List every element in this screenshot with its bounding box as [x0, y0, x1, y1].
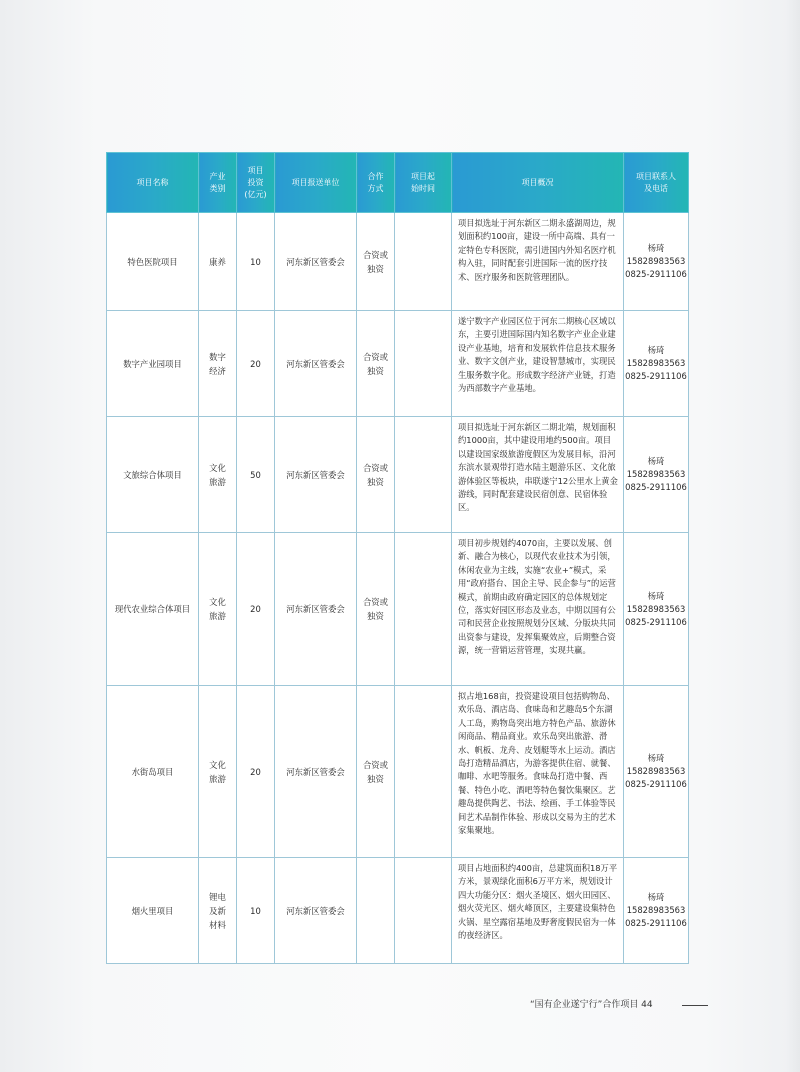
cell-contact: 杨琦 15828983563 0825-2911106: [624, 213, 689, 311]
cell-overview: 项目拟选址于河东新区二期永盛湖周边，规划面积约100亩，建设一所中高端、具有一定特色专科医院，需引进国内外知名医疗机构入驻，同时配套引进国际一流的医疗技术、医疗服务和医院管理团队。: [452, 213, 624, 311]
cell-project-name: 水街岛项目: [107, 686, 199, 858]
cell-industry: 数字 经济: [199, 311, 237, 417]
cell-reporting-unit: 河东新区管委会: [275, 858, 357, 964]
header-project-name: 项目名称: [107, 153, 199, 213]
header-contact: 项目联系人 及电话: [624, 153, 689, 213]
header-industry: 产业 类别: [199, 153, 237, 213]
table-row: [107, 858, 689, 964]
cell-project-name: 烟火里项目: [107, 858, 199, 964]
cell-start-time: [395, 213, 452, 311]
cell-overview: 拟占地168亩，投资建设项目包括购物岛、欢乐岛、酒店岛、食味岛和艺趣岛5个东湖人工岛，购物岛突出地方特色产品、旅游休闲商品、精品商业。欢乐岛突出旅游、滑水、帆板、龙舟、皮划艇等水上运动。酒店岛打造精品酒店，为游客提供住宿、就餐、咖啡、水吧等服务。食味岛打造中餐、西餐、特色小吃、酒吧等特色餐饮集聚区。艺趣岛提供陶艺、书法、绘画、手工体验等民间艺术品制作体验、形成以交易为主的艺术家集聚地。: [452, 686, 624, 858]
projects-table: [106, 152, 689, 964]
cell-start-time: [395, 311, 452, 417]
header-start-time: 项目起 始时间: [395, 153, 452, 213]
page-footer: [530, 997, 730, 1015]
cell-cooperation-mode: 合资或 独资: [357, 533, 395, 686]
table-row: [107, 686, 689, 858]
cell-cooperation-mode: 合资或 独资: [357, 686, 395, 858]
cell-investment: 10: [237, 858, 275, 964]
cell-reporting-unit: 河东新区管委会: [275, 686, 357, 858]
cell-start-time: [395, 686, 452, 858]
table-row: [107, 311, 689, 417]
cell-investment: 10: [237, 213, 275, 311]
cell-investment: 20: [237, 686, 275, 858]
cell-reporting-unit: 河东新区管委会: [275, 533, 357, 686]
header-overview: 项目概况: [452, 153, 624, 213]
header-investment: 项目 投资 (亿元): [237, 153, 275, 213]
cell-project-name: 特色医院项目: [107, 213, 199, 311]
cell-contact: 杨琦 15828983563 0825-2911106: [624, 858, 689, 964]
cell-contact: 杨琦 15828983563 0825-2911106: [624, 417, 689, 533]
cell-start-time: [395, 858, 452, 964]
cell-project-name: 文旅综合体项目: [107, 417, 199, 533]
cell-start-time: [395, 533, 452, 686]
header-cooperation-mode: 合作 方式: [357, 153, 395, 213]
cell-industry: 文化 旅游: [199, 686, 237, 858]
header-reporting-unit: 项目报送单位: [275, 153, 357, 213]
cell-industry: 文化 旅游: [199, 533, 237, 686]
table-row: [107, 213, 689, 311]
cell-overview: 项目拟选址于河东新区二期北端，规划面积约1000亩，其中建设用地约500亩。项目以建设国家级旅游度假区为发展目标，沿河东滨水景观带打造水陆主题游乐区、文化旅游体验区等板块，串联遂宁12公里水上黄金游线，同时配套建设民宿创意、民宿体验区。: [452, 417, 624, 533]
table-row: [107, 533, 689, 686]
cell-project-name: 数字产业园项目: [107, 311, 199, 417]
table-header-row: [107, 153, 689, 213]
footer-text: “国有企业遂宁行”合作项目 44: [530, 1000, 653, 1010]
cell-contact: 杨琦 15828983563 0825-2911106: [624, 533, 689, 686]
cell-start-time: [395, 417, 452, 533]
cell-contact: 杨琦 15828983563 0825-2911106: [624, 311, 689, 417]
cell-contact: 杨琦 15828983563 0825-2911106: [624, 686, 689, 858]
cell-overview: 项目占地面积约400亩，总建筑面积18万平方米，景观绿化面积6万平方米，规划设计四大功能分区：烟火圣境区、烟火田园区、烟火荧光区、烟火峰顶区，主要建设集特色火锅、星空露宿基地及野奢度假民宿为一体的夜经济区。: [452, 858, 624, 964]
table-row: [107, 417, 689, 533]
projects-table-container: [106, 152, 688, 964]
cell-cooperation-mode: [357, 858, 395, 964]
cell-overview: 遂宁数字产业园区位于河东二期核心区域以东，主要引进国际国内知名数字产业企业建设产业基地，培育和发展软件信息技术服务业、数字文创产业，建设智慧城市，实现民生服务数字化。形成数字经济产业链，打造为西部数字产业基地。: [452, 311, 624, 417]
footer-rule: [682, 1005, 708, 1006]
cell-industry: 锂电 及新 材料: [199, 858, 237, 964]
cell-reporting-unit: 河东新区管委会: [275, 311, 357, 417]
cell-cooperation-mode: 合资或 独资: [357, 311, 395, 417]
cell-project-name: 现代农业综合体项目: [107, 533, 199, 686]
cell-cooperation-mode: 合资或 独资: [357, 417, 395, 533]
cell-investment: 20: [237, 533, 275, 686]
cell-investment: 50: [237, 417, 275, 533]
cell-industry: 康养: [199, 213, 237, 311]
cell-cooperation-mode: 合资或 独资: [357, 213, 395, 311]
cell-industry: 文化 旅游: [199, 417, 237, 533]
cell-reporting-unit: 河东新区管委会: [275, 213, 357, 311]
cell-reporting-unit: 河东新区管委会: [275, 417, 357, 533]
page-edge-shadow: [786, 0, 800, 1072]
cell-overview: 项目初步规划约4070亩，主要以发展、创新、融合为核心，以现代农业技术为引领，休闲农业为主线，实施“农业+”模式，采用“政府搭台、国企主导、民企参与”的运营模式，前期由政府确定园区的总体规划定位，落实好园区形态及业态，中期以国有公司和民营企业按照规划分区域、分版块共同出资参与建设，发挥集聚效应，后期整合资源，统一营销运营管理，实现共赢。: [452, 533, 624, 686]
cell-investment: 20: [237, 311, 275, 417]
